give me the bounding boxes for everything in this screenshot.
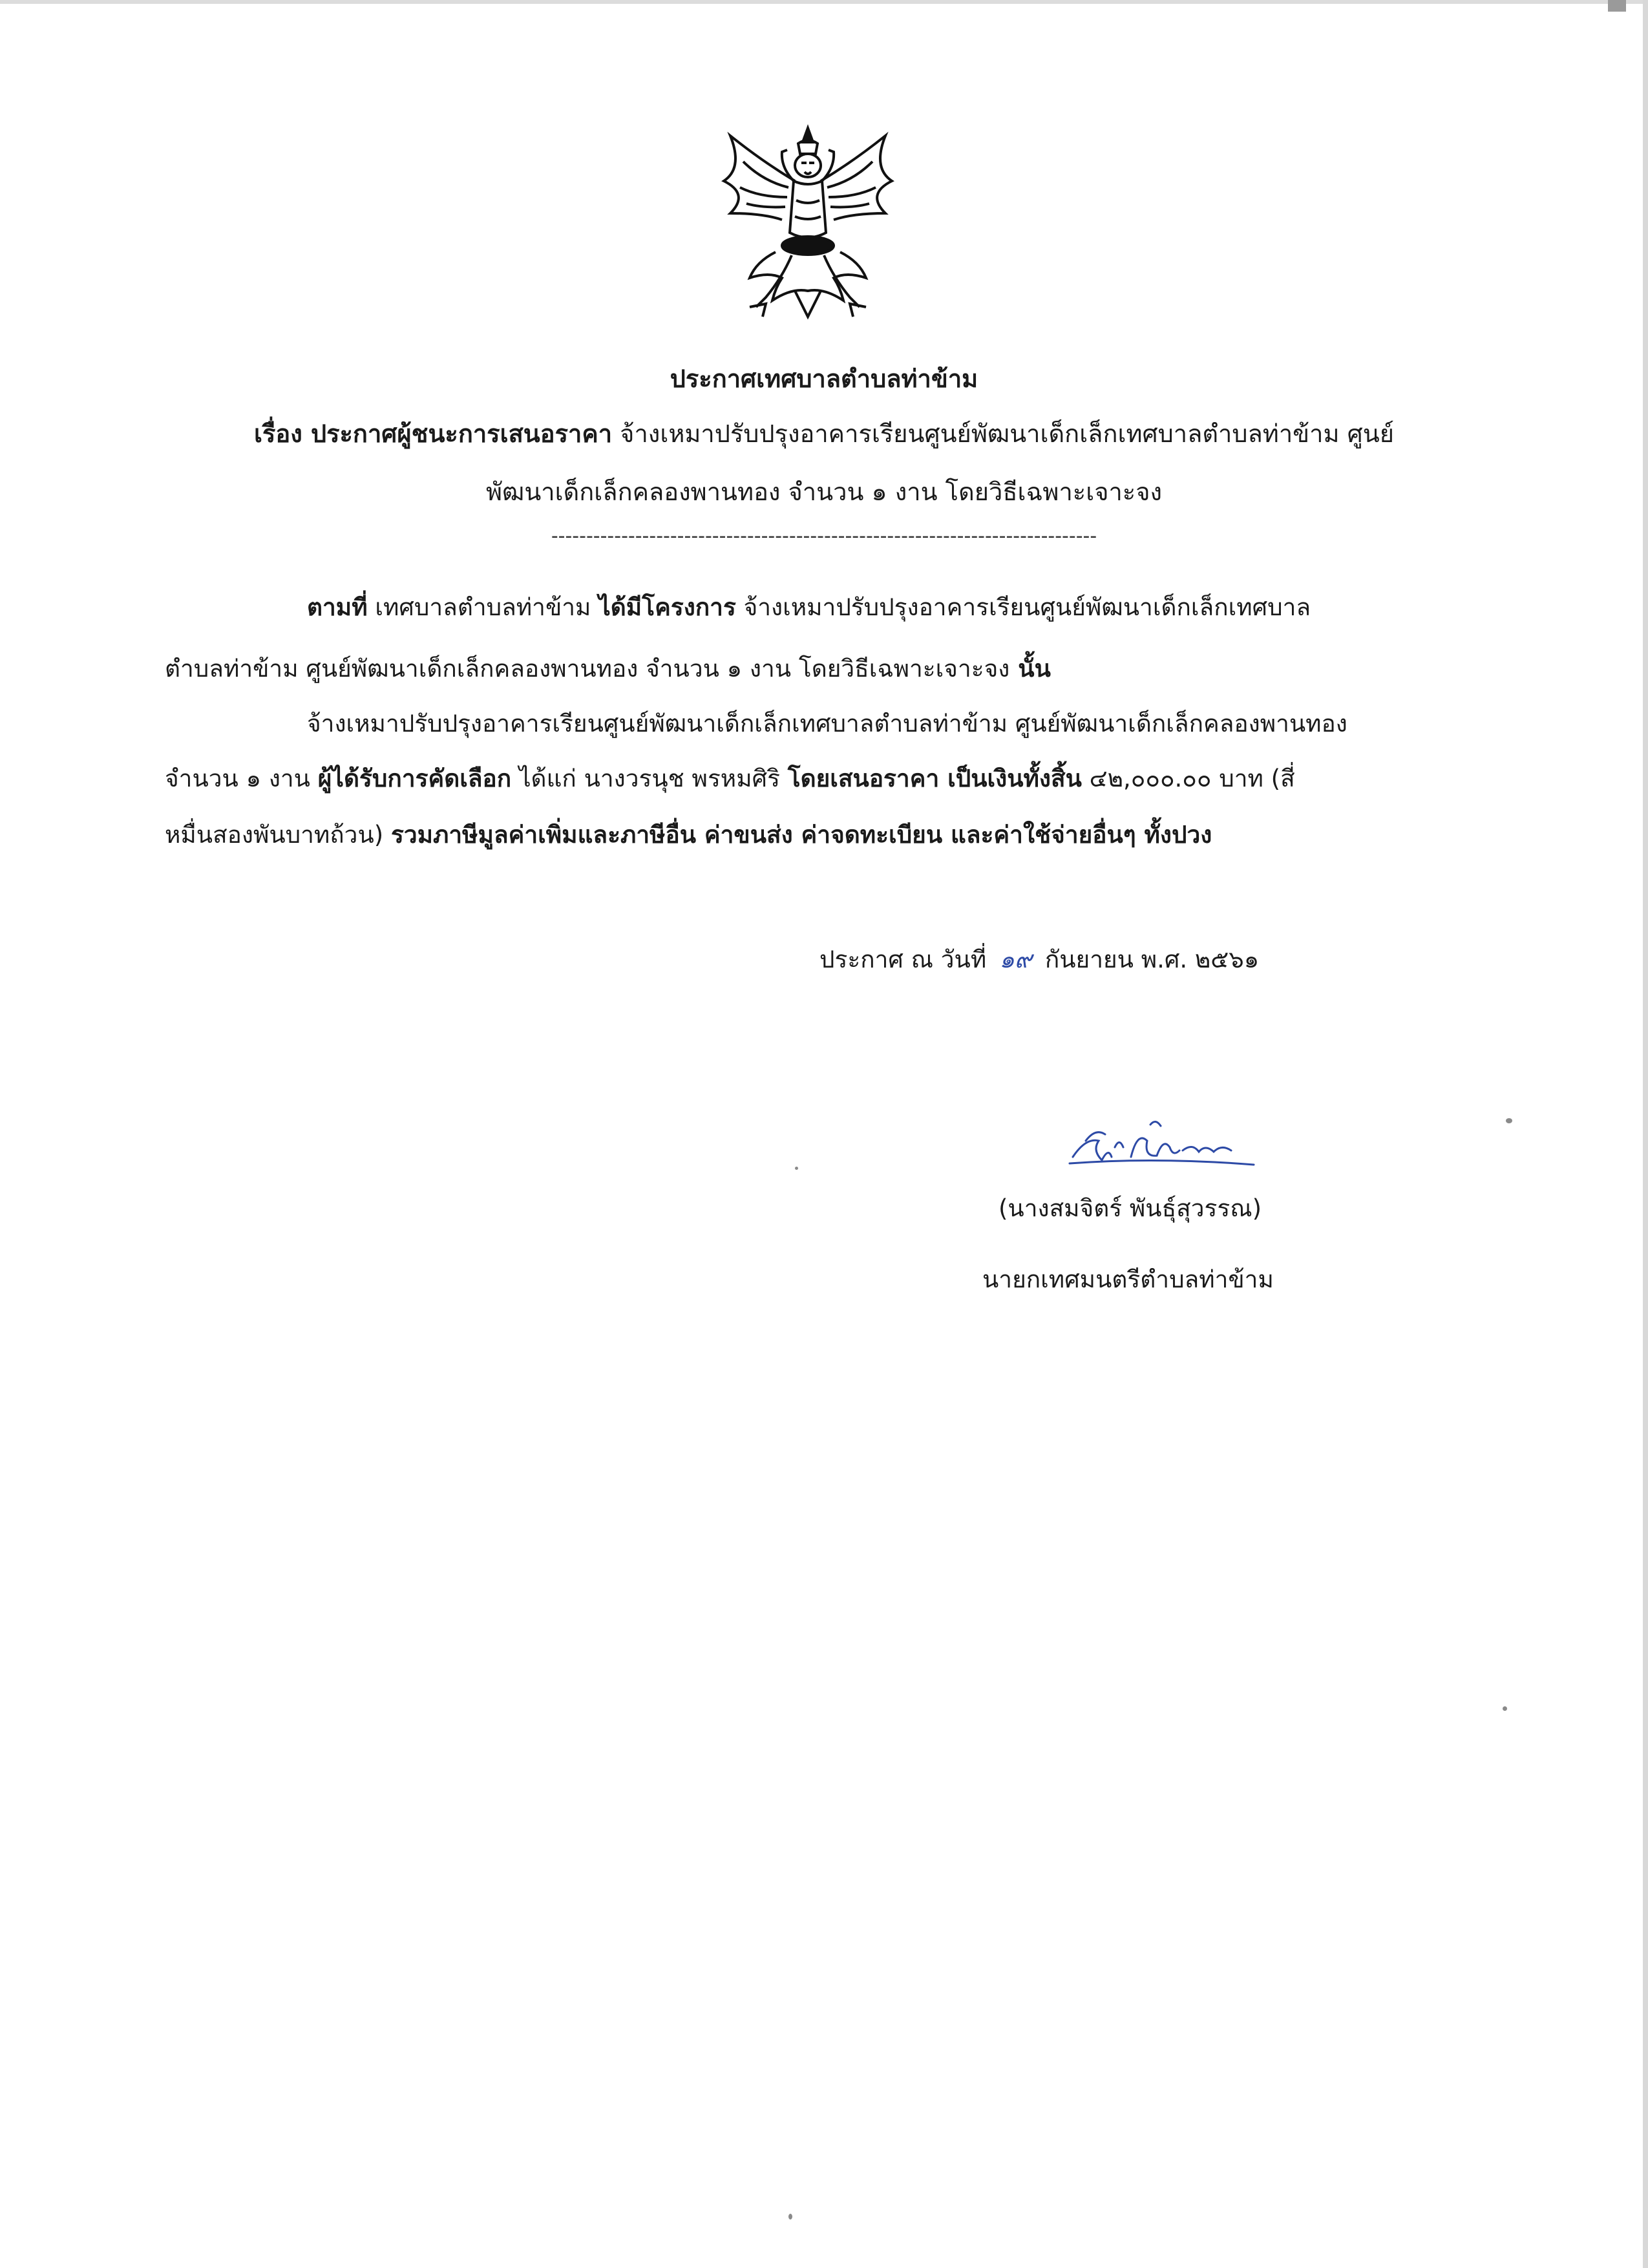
date-day-handwritten: ๑๙ [999,946,1032,973]
p2-line1: จ้างเหมาปรับปรุงอาคารเรียนศูนย์พัฒนาเด็กเล็กเทศบาลตำบลท่าข้าม ศูนย์พัฒนาเด็กเล็กคลองพานทอง [307,710,1347,737]
garuda-emblem-icon [704,123,911,330]
scan-speck [788,2214,792,2220]
scan-edge-top [0,0,1648,4]
p1-text1: เทศบาลตำบลท่าข้าม [367,593,599,621]
p2-l2-bold1: ผู้ได้รับการคัดเลือก [317,765,512,792]
p1-text2: จ้างเหมาปรับปรุงอาคารเรียนศูนย์พัฒนาเด็กเล็กเทศบาล [735,593,1311,621]
separator-line: ------------------------------------------------------------------------------ [551,525,1097,547]
signer-position: นายกเทศมนตรีตำบลท่าข้าม [982,1266,1274,1293]
p1-end: นั้น [1009,655,1051,683]
date-prefix: ประกาศ ณ วันที่ [819,946,987,973]
date-month-year: กันยายน พ.ศ. ๒๕๖๑ [1044,946,1260,973]
p1-lead: ตามที่ [307,593,368,621]
scan-edge-right [1643,0,1648,2268]
paragraph-2-line-3 [165,816,1212,854]
paragraph-1-line-2 [165,650,1051,688]
handwritten-signature [1066,1112,1260,1176]
subject-label: เรื่อง ประกาศผู้ชนะการเสนอราคา [253,419,613,448]
document-title [0,359,1648,398]
paragraph-2-line-2 [165,759,1295,798]
p1-bold2: ได้มีโครงการ [598,593,736,621]
scan-speck [795,1167,798,1170]
p2-l2-bold2: โดยเสนอราคา เป็นเงินทั้งสิ้น [787,765,1082,792]
subject-text-2: พัฒนาเด็กเล็กคลองพานทอง จำนวน ๑ งาน โดยวิธีเฉพาะเจาะจง [485,478,1163,506]
title-text: ประกาศเทศบาลตำบลท่าข้าม [670,365,978,393]
paragraph-2-line-1 [307,705,1347,743]
scan-speck [1506,1118,1512,1123]
announcement-date [819,940,1259,979]
scan-corner-mark [1608,0,1626,12]
p2-l2-text2: ได้แก่ นางวรนุช พรหมศิริ [511,765,788,792]
p2-l3-bold1: รวมภาษีมูลค่าเพิ่มและภาษีอื่น ค่าขนส่ง ค่าจดทะเบียน และค่าใช้จ่ายอื่นๆ ทั้งปวง [390,821,1212,849]
subject-text-1: จ้างเหมาปรับปรุงอาคารเรียนศูนย์พัฒนาเด็กเล็กเทศบาลตำบลท่าข้าม ศูนย์ [612,419,1394,448]
p2-l2-text3: ๔๒,๐๐๐.๐๐ บาท (สี่ [1081,765,1295,792]
scan-speck [1503,1706,1507,1711]
p2-l2-text1: จำนวน ๑ งาน [165,765,318,792]
paragraph-1-line-1 [307,588,1311,626]
subject-line-1 [0,414,1648,453]
p2-l3-text1: หมื่นสองพันบาทถ้วน) [165,821,391,849]
subject-line-2 [0,472,1648,511]
p1-line2: ตำบลท่าข้าม ศูนย์พัฒนาเด็กเล็กคลองพานทอง จำนวน ๑ งาน โดยวิธีเฉพาะเจาะจง [165,655,1010,683]
signer-name: (นางสมจิตร์ พันธุ์สุวรรณ) [998,1194,1262,1222]
